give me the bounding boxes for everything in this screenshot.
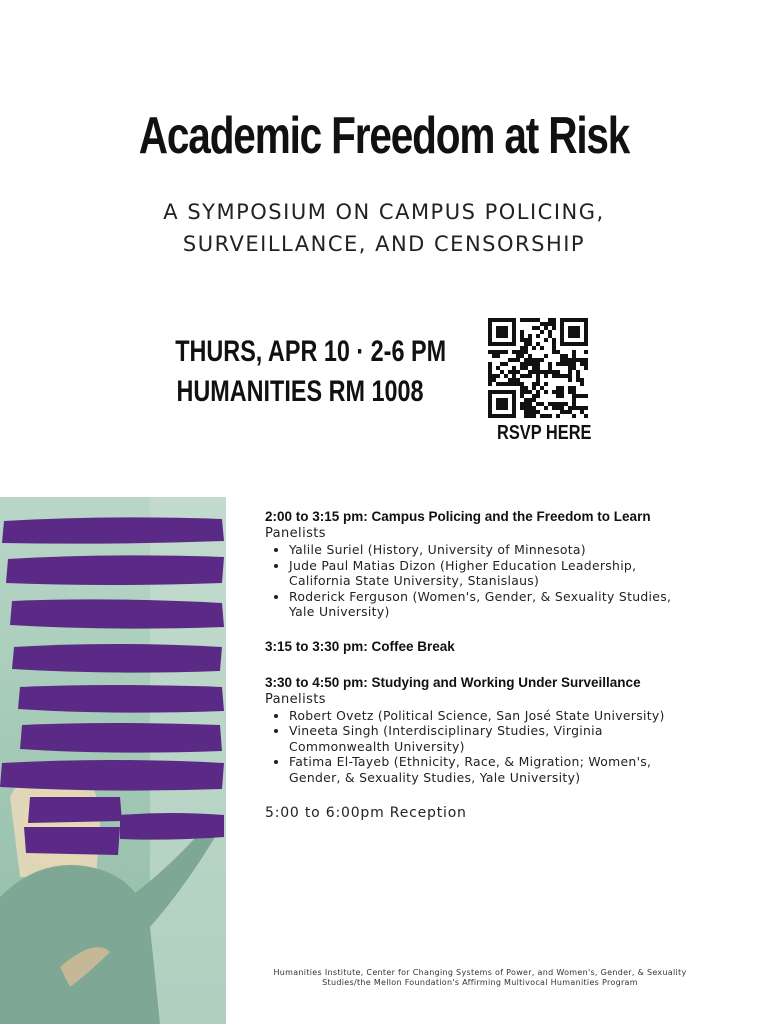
session-3 — [265, 674, 695, 786]
subtitle-line-1: A SYMPOSIUM ON CAMPUS POLICING, — [163, 200, 605, 224]
panelist-item: • Jude Paul Matias Dizon (Higher Education Leadership, California State University, Stanislaus) — [289, 558, 695, 589]
rsvp-label: RSVP HERE — [497, 422, 592, 444]
session-1-title: 2:00 to 3:15 pm: Campus Policing and the Freedom to Learn — [265, 509, 651, 524]
subtitle — [0, 196, 768, 260]
panelist-item: • Robert Ovetz (Political Science, San José State University) — [289, 708, 695, 724]
panelist-list — [265, 708, 695, 786]
panelists-label: Panelists — [265, 526, 326, 541]
panelist-list — [265, 542, 695, 620]
panelists-label: Panelists — [265, 691, 326, 707]
session-2-title: 3:15 to 3:30 pm: Coffee Break — [265, 638, 455, 654]
reception: 5:00 to 6:00pm Reception — [265, 805, 467, 821]
schedule — [265, 508, 695, 821]
event-location: HUMANITIES RM 1008 — [176, 375, 424, 408]
qr-code-icon[interactable] — [488, 318, 588, 418]
event-datetime: THURS, APR 10 · 2-6 PM — [175, 335, 447, 368]
event-info — [175, 332, 447, 412]
panelist-item: • Vineeta Singh (Interdisciplinary Studies, Virginia Commonwealth University) — [289, 723, 695, 754]
session-3-title: 3:30 to 4:50 pm: Studying and Working Under Surveillance — [265, 674, 641, 690]
panelist-item: • Roderick Ferguson (Women's, Gender, & Sexuality Studies, Yale University) — [289, 589, 695, 620]
panelist-item: • Yalile Suriel (History, University of Minnesota) — [289, 542, 695, 558]
session-1 — [265, 508, 695, 620]
panelist-item: • Fatima El-Tayeb (Ethnicity, Race, & Migration; Women's, Gender, & Sexuality Studies, Yale University) — [289, 754, 695, 785]
sponsors-footer: Humanities Institute, Center for Changing Systems of Power, and Women's, Gender, & Sexuality Studies/the Mellon Foundation's Affirming Multivocal Humanities Program — [273, 968, 687, 987]
speaker-photo — [0, 497, 226, 1024]
page-title: Academic Freedom at Risk — [138, 107, 630, 165]
subtitle-line-2: SURVEILLANCE, AND CENSORSHIP — [182, 232, 586, 256]
